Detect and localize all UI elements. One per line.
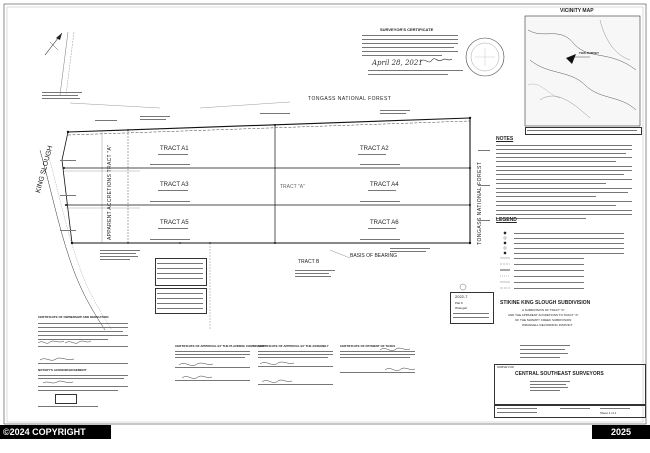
ownership-body	[38, 322, 128, 327]
surveyor-certificate-title: SURVEYOR'S CERTIFICATE	[380, 27, 434, 32]
taxes-certificate-title: CERTIFICATE OF PAYMENT OF TAXES	[340, 344, 396, 348]
tract-a6-label: TRACT A6	[370, 220, 399, 226]
king-slough-label: KING SLOUGH	[35, 145, 55, 194]
forest-label-right: TONGASS NATIONAL FOREST	[477, 161, 483, 245]
plat-stamp-number: 2022-7	[455, 294, 468, 299]
this-survey-label: THIS SURVEY	[579, 51, 599, 55]
seamls-watermark: 2025 SEAMLS	[592, 425, 650, 439]
accretion-label: APPARENT ACCRETIONS TRACT "A"	[107, 144, 113, 240]
firm-subtitle: SURVEYOR	[497, 365, 514, 369]
vicinity-map-caption-box	[525, 127, 642, 135]
surveyor-signature-date: April 28, 2021	[372, 59, 423, 67]
basis-of-bearing-label: BASIS OF BEARING	[350, 253, 397, 259]
plat-stamp-line1: Plat #	[455, 301, 463, 305]
subdivision-subtitle-2: AND THE APPARENT ACCRETIONS TO TRACT "A"	[508, 313, 579, 317]
legend-title: LEGEND	[496, 217, 517, 223]
ownership-certificate-title: CERTIFICATE OF OWNERSHIP AND DEDICATION	[38, 315, 109, 319]
tract-a4-label: TRACT A4	[370, 182, 399, 188]
firm-name: CENTRAL SOUTHEAST SURVEYORS	[515, 371, 604, 377]
tract-a5-label: TRACT A5	[160, 220, 189, 226]
plat-stamp-line2: Wrangell	[455, 306, 467, 310]
tract-a3-label: TRACT A3	[160, 182, 189, 188]
subdivision-subtitle-3: OF THE SWAMPY CREEK SUBDIVISION	[515, 318, 572, 322]
subdivision-subtitle-1: A SUBDIVISION OF TRACT "A"	[522, 308, 565, 312]
tract-a2-label: TRACT A2	[360, 146, 389, 152]
assembly-certificate-title: CERTIFICATE OF APPROVAL BY THE ASSEMBLY	[258, 344, 329, 348]
notes-body	[496, 144, 636, 162]
vicinity-map-title: VICINITY MAP	[560, 8, 594, 14]
surveyor-certificate-text	[362, 34, 462, 60]
notes-title: NOTES	[496, 136, 514, 142]
tract-a-parent-label: TRACT "A"	[280, 184, 305, 190]
tract-a1-label: TRACT A1	[160, 146, 189, 152]
tract-b-label: TRACT B	[298, 259, 320, 265]
notary-title: NOTARY'S ACKNOWLEDGEMENT	[38, 368, 87, 372]
planning-certificate-title: CERTIFICATE OF APPROVAL BY THE PLANNING COMMISSION	[175, 344, 266, 348]
sheet-number: Sheet 1 of 1	[600, 411, 617, 415]
firm-info-row	[494, 404, 646, 418]
vicinity-map-drawing	[525, 16, 640, 126]
notary-stamp	[55, 394, 77, 404]
copyright-watermark: ©2024 COPYRIGHT	[0, 425, 111, 439]
line-table	[155, 288, 207, 314]
subdivision-title: STIKINE KING SLOUGH SUBDIVISION	[500, 300, 591, 306]
subdivision-subtitle-4: WRANGELL RECORDING DISTRICT	[522, 323, 573, 327]
forest-label-top: TONGASS NATIONAL FOREST	[308, 96, 392, 102]
north-arrow-icon	[45, 33, 62, 55]
